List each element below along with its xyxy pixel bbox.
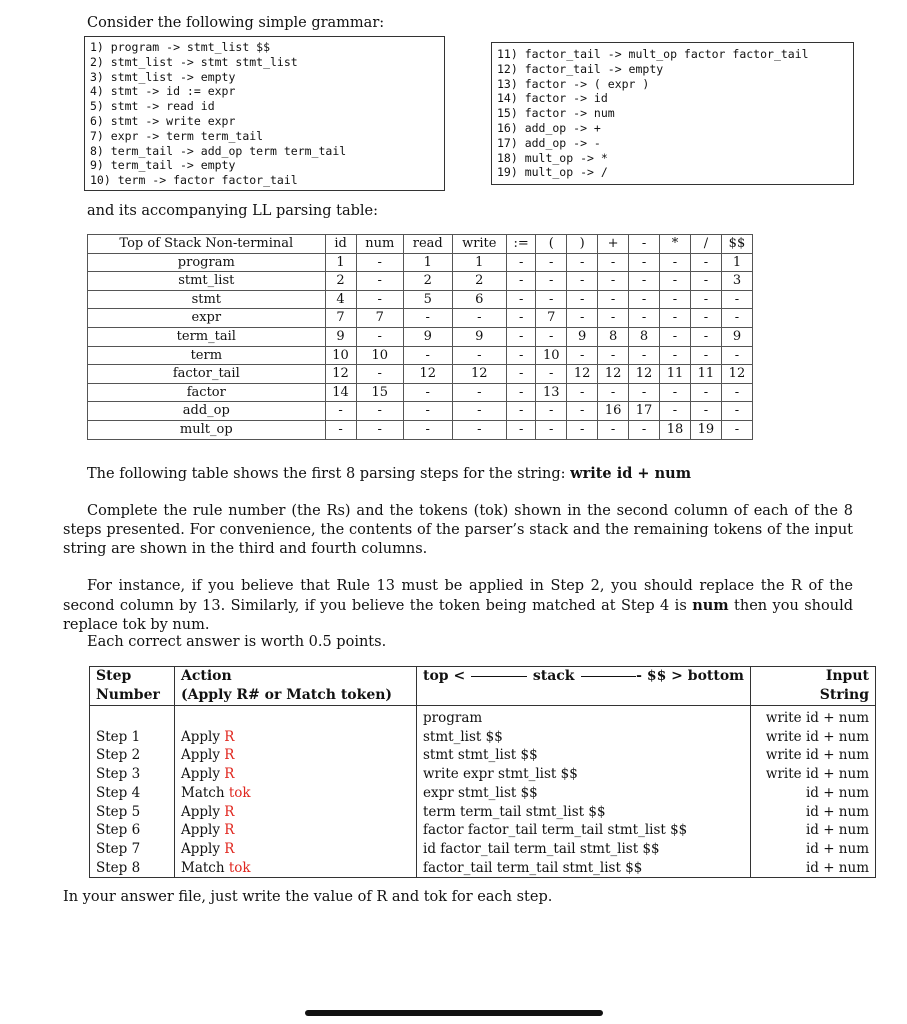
grammar-rule: 13) factor -> ( expr ) [497, 76, 650, 91]
stack-top-label: top < [423, 668, 466, 684]
grammar-box-right [491, 42, 854, 185]
ll-cell: - [567, 420, 598, 439]
instructions-paragraph: Complete the rule number (the Rs) and the tokens (tok) shown in the second column of each of the 8 steps presented. For convenience, the contents of the parser’s stack and the remaining tokens of the input string are shown in the third and fourth columns. [63, 503, 853, 557]
ll-cell: - [356, 327, 403, 346]
step-input: id + num [751, 840, 876, 859]
grammar-rule: 10) term -> factor factor_tail [90, 173, 298, 188]
ll-cell: - [721, 383, 752, 402]
step-action [175, 728, 417, 747]
ll-cell: 18 [660, 420, 691, 439]
ll-cell: - [507, 383, 536, 402]
ll-cell: - [690, 253, 721, 272]
ll-table-row [88, 290, 753, 309]
step-action [175, 803, 417, 822]
ll-cell: - [356, 365, 403, 384]
ll-cell: 12 [452, 365, 506, 384]
ll-cell: - [507, 365, 536, 384]
ll-cell: - [507, 402, 536, 421]
ll-cell: - [660, 383, 691, 402]
ll-cell: - [452, 420, 506, 439]
ll-cell: 7 [536, 309, 567, 328]
grammar-rule: 15) factor -> num [497, 106, 615, 121]
grammar-rule: 19) mult_op -> / [497, 165, 608, 180]
action-verb: Apply [181, 747, 220, 764]
ll-cell: 9 [325, 327, 356, 346]
ll-header-token: / [690, 235, 721, 254]
ll-cell: - [536, 402, 567, 421]
ll-cell: - [452, 402, 506, 421]
ll-cell: 2 [403, 272, 452, 291]
ll-cell: 11 [660, 365, 691, 384]
step-row [90, 746, 876, 765]
grammar-rule: 1) program -> stmt_list $$ [90, 40, 271, 54]
grammar-rule: 7) expr -> term term_tail [90, 128, 264, 143]
ll-cell: 12 [598, 365, 629, 384]
ll-cell: 13 [536, 383, 567, 402]
ll-cell: - [356, 402, 403, 421]
ll-cell: 10 [325, 346, 356, 365]
ll-cell: - [660, 272, 691, 291]
ll-cell: - [690, 402, 721, 421]
ll-cell: 10 [536, 346, 567, 365]
ll-cell: - [721, 420, 752, 439]
ll-cell: - [403, 383, 452, 402]
ll-cell: - [690, 346, 721, 365]
step-input: id + num [751, 803, 876, 822]
ll-nonterminal: stmt_list [88, 272, 326, 291]
grammar-rule: 17) add_op -> - [497, 135, 601, 150]
ll-nonterminal: factor_tail [88, 365, 326, 384]
example-text-c: then you should replace tok by num. [63, 598, 853, 633]
ll-cell: - [598, 290, 629, 309]
ll-cell: 1 [721, 253, 752, 272]
steps-table-header [90, 667, 876, 706]
example-token: num [692, 597, 729, 614]
steps-intro-text: The following table shows the first 8 parsing steps for the string: [87, 466, 571, 482]
grammar-rule: 5) stmt -> read id [90, 99, 215, 114]
ll-cell: - [507, 346, 536, 365]
ll-table-row [88, 402, 753, 421]
ll-cell: - [721, 346, 752, 365]
ll-cell: 3 [721, 272, 752, 291]
ll-cell: - [598, 272, 629, 291]
stack-arrow-line-left [471, 676, 527, 677]
step-action [175, 765, 417, 784]
ll-cell: - [536, 253, 567, 272]
ll-nonterminal: expr [88, 309, 326, 328]
step-input: id + num [751, 859, 876, 878]
ll-cell: 11 [690, 365, 721, 384]
action-verb: Apply [181, 822, 220, 839]
ll-cell: - [629, 383, 660, 402]
step-number: Step 3 [96, 766, 141, 783]
answer-placeholder[interactable]: R [224, 803, 235, 820]
ll-cell: 9 [403, 327, 452, 346]
ll-cell: - [567, 383, 598, 402]
ll-cell: - [690, 290, 721, 309]
answer-placeholder[interactable]: tok [228, 859, 251, 876]
step-action [175, 784, 417, 803]
step-action [175, 746, 417, 765]
initial-row [90, 706, 876, 728]
ll-cell: - [567, 272, 598, 291]
action-verb: Match [181, 784, 225, 801]
ll-header-token: read [403, 235, 452, 254]
ll-cell: 8 [598, 327, 629, 346]
grammar-rule: 9) term_tail -> empty [90, 158, 236, 173]
ll-cell: 16 [598, 402, 629, 421]
ll-header-token: $$ [721, 235, 752, 254]
ll-cell: - [690, 327, 721, 346]
ll-cell: 17 [629, 402, 660, 421]
ll-cell: - [536, 272, 567, 291]
ll-cell: - [629, 420, 660, 439]
ll-cell: 6 [452, 290, 506, 309]
step-stack: factor_tail term_tail stmt_list $$ [417, 859, 751, 878]
ll-cell: 12 [629, 365, 660, 384]
ll-nonterminal: mult_op [88, 420, 326, 439]
steps-intro [87, 464, 691, 484]
ll-cell: - [721, 290, 752, 309]
ll-cell: 19 [690, 420, 721, 439]
step-number: Step 6 [96, 822, 141, 839]
grammar-rule: 18) mult_op -> * [497, 150, 608, 165]
header-step-number: Step Number [90, 667, 175, 706]
ll-cell: 9 [567, 327, 598, 346]
ll-header-token: + [598, 235, 629, 254]
ll-cell: - [629, 253, 660, 272]
ll-table-row [88, 253, 753, 272]
answer-placeholder[interactable]: tok [228, 784, 251, 801]
step-stack: expr stmt_list $$ [417, 784, 751, 803]
ll-cell: - [452, 309, 506, 328]
answer-placeholder[interactable]: R [224, 728, 235, 745]
ll-cell: 12 [567, 365, 598, 384]
ll-nonterminal: term_tail [88, 327, 326, 346]
ll-cell: - [598, 420, 629, 439]
step-input: id + num [751, 821, 876, 840]
ll-cell: 1 [452, 253, 506, 272]
action-verb: Apply [181, 803, 220, 820]
step-stack: factor factor_tail term_tail stmt_list $$ [417, 821, 751, 840]
ll-cell: - [567, 253, 598, 272]
ll-cell: - [660, 290, 691, 309]
ll-cell: - [507, 327, 536, 346]
action-verb: Apply [181, 840, 220, 857]
step-row [90, 859, 876, 878]
ll-cell: - [507, 290, 536, 309]
ll-table-row [88, 327, 753, 346]
grammar-rule: 8) term_tail -> add_op term term_tail [90, 143, 347, 158]
grammar-rule: 14) factor -> id [497, 91, 608, 106]
ll-cell: - [567, 309, 598, 328]
ll-cell: 4 [325, 290, 356, 309]
grammar-rules-right [497, 47, 853, 180]
ll-cell: 12 [403, 365, 452, 384]
ll-cell: - [629, 272, 660, 291]
ll-table-row [88, 346, 753, 365]
initial-input: write id + num [751, 706, 876, 728]
step-row [90, 803, 876, 822]
ll-header-token: ) [567, 235, 598, 254]
ll-cell: 5 [403, 290, 452, 309]
ll-cell: 15 [356, 383, 403, 402]
ll-cell: 8 [629, 327, 660, 346]
stack-arrow-line-right [581, 676, 637, 677]
grammar-rule: 6) stmt -> write expr [90, 113, 236, 128]
ll-cell: - [690, 383, 721, 402]
ll-cell: - [660, 327, 691, 346]
ll-cell: - [721, 402, 752, 421]
ll-cell: - [356, 272, 403, 291]
ll-cell: - [403, 309, 452, 328]
step-stack: id factor_tail term_tail stmt_list $$ [417, 840, 751, 859]
step-stack: term term_tail stmt_list $$ [417, 803, 751, 822]
grammar-intro: Consider the following simple grammar: [87, 15, 385, 31]
ll-header-token: write [452, 235, 506, 254]
initial-stack: program [417, 706, 751, 728]
step-number: Step 4 [96, 784, 141, 801]
ll-cell: - [660, 346, 691, 365]
ll-cell: - [629, 290, 660, 309]
step-input: id + num [751, 784, 876, 803]
answer-placeholder[interactable]: R [224, 747, 235, 764]
ll-cell: 9 [721, 327, 752, 346]
grammar-box-left [84, 36, 445, 191]
ll-cell: - [690, 309, 721, 328]
ll-cell: 1 [403, 253, 452, 272]
ll-cell: 14 [325, 383, 356, 402]
ll-cell: - [567, 346, 598, 365]
ll-cell: - [629, 346, 660, 365]
example-paragraph [63, 577, 853, 635]
header-stack [417, 667, 751, 706]
ll-cell: - [403, 420, 452, 439]
step-number: Step 5 [96, 803, 141, 820]
ll-cell: 1 [325, 253, 356, 272]
ll-cell: - [598, 346, 629, 365]
ll-table-row [88, 420, 753, 439]
ll-cell: 2 [452, 272, 506, 291]
ll-cell: - [536, 327, 567, 346]
step-action [175, 821, 417, 840]
grammar-rule: 11) factor_tail -> mult_op factor factor_tail [497, 47, 809, 61]
grammar-rules-left [90, 40, 444, 188]
ll-table-row [88, 272, 753, 291]
ll-cell: - [598, 309, 629, 328]
answer-placeholder[interactable]: R [224, 822, 235, 839]
step-number: Step 7 [96, 840, 141, 857]
ll-header-token: num [356, 235, 403, 254]
parse-string: write id + num [570, 465, 692, 482]
footer-note: In your answer file, just write the value of R and tok for each step. [63, 889, 553, 905]
ll-header-token: - [629, 235, 660, 254]
ll-header-token: id [325, 235, 356, 254]
step-action [175, 859, 417, 878]
points-note: Each correct answer is worth 0.5 points. [87, 634, 387, 650]
ll-cell: - [721, 309, 752, 328]
ll-header-token: ( [536, 235, 567, 254]
ll-cell: - [536, 420, 567, 439]
ll-cell: - [598, 253, 629, 272]
ll-table-intro: and its accompanying LL parsing table: [87, 203, 378, 219]
ll-cell: - [403, 402, 452, 421]
ll-cell: - [452, 346, 506, 365]
ll-cell: - [507, 272, 536, 291]
step-stack: write expr stmt_list $$ [417, 765, 751, 784]
ll-cell: - [567, 402, 598, 421]
ll-cell: - [507, 309, 536, 328]
action-verb: Match [181, 859, 225, 876]
ll-cell: 12 [325, 365, 356, 384]
ll-cell: - [356, 290, 403, 309]
answer-placeholder[interactable]: R [224, 840, 235, 857]
home-indicator[interactable] [305, 1010, 603, 1016]
action-verb: Apply [181, 766, 220, 783]
parsing-steps-table [89, 666, 876, 878]
ll-cell: 9 [452, 327, 506, 346]
step-stack: stmt_list $$ [417, 728, 751, 747]
stack-label: stack [532, 668, 575, 684]
action-verb: Apply [181, 728, 220, 745]
answer-placeholder[interactable]: R [224, 766, 235, 783]
step-input: write id + num [751, 746, 876, 765]
ll-table-row [88, 365, 753, 384]
ll-nonterminal: factor [88, 383, 326, 402]
ll-cell: - [325, 420, 356, 439]
step-number: Step 8 [96, 859, 141, 876]
step-row [90, 765, 876, 784]
step-row [90, 840, 876, 859]
ll-header-token: := [507, 235, 536, 254]
ll-cell: 12 [721, 365, 752, 384]
step-input: write id + num [751, 765, 876, 784]
step-stack: stmt stmt_list $$ [417, 746, 751, 765]
step-action [175, 840, 417, 859]
ll-cell: 10 [356, 346, 403, 365]
grammar-rule: 4) stmt -> id := expr [90, 84, 236, 99]
grammar-rule: 12) factor_tail -> empty [497, 61, 664, 76]
ll-cell: - [660, 402, 691, 421]
ll-cell: - [507, 253, 536, 272]
ll-cell: 7 [325, 309, 356, 328]
ll-cell: - [690, 272, 721, 291]
ll-nonterminal: term [88, 346, 326, 365]
ll-cell: - [598, 383, 629, 402]
ll-cell: - [452, 383, 506, 402]
ll-header-token: * [660, 235, 691, 254]
step-input: write id + num [751, 728, 876, 747]
header-input-string: Input String [751, 667, 876, 706]
ll-cell: - [536, 365, 567, 384]
grammar-rule: 2) stmt_list -> stmt stmt_list [90, 54, 298, 69]
step-number: Step 2 [96, 747, 141, 764]
ll-cell: - [403, 346, 452, 365]
ll-cell: - [536, 290, 567, 309]
grammar-rule: 16) add_op -> + [497, 120, 601, 135]
step-number: Step 1 [96, 728, 141, 745]
ll-table-row [88, 309, 753, 328]
step-row [90, 821, 876, 840]
ll-cell: - [660, 309, 691, 328]
example-text-a: For instance, if you believe that Rule 13 must be applied in Step 2, you should replace the R of the second column by 13. Similarly, if you believe the token being matched at Step 4 is [63, 578, 853, 614]
ll-cell: - [325, 402, 356, 421]
ll-table-header [88, 235, 753, 254]
ll-cell: 2 [325, 272, 356, 291]
ll-cell: - [629, 309, 660, 328]
header-action: Action (Apply R# or Match token) [175, 667, 417, 706]
ll-cell: 7 [356, 309, 403, 328]
ll-nonterminal: add_op [88, 402, 326, 421]
ll-cell: - [356, 420, 403, 439]
ll-header-nonterminal: Top of Stack Non-terminal [88, 235, 326, 254]
step-row [90, 784, 876, 803]
ll-nonterminal: stmt [88, 290, 326, 309]
stack-bottom-label: - $$ > bottom [636, 668, 744, 684]
ll-table-row [88, 383, 753, 402]
ll-nonterminal: program [88, 253, 326, 272]
ll-cell: - [660, 253, 691, 272]
ll-cell: - [507, 420, 536, 439]
grammar-rule: 3) stmt_list -> empty [90, 69, 236, 84]
step-row [90, 728, 876, 747]
ll-cell: - [567, 290, 598, 309]
ll-parsing-table [87, 234, 753, 440]
ll-cell: - [356, 253, 403, 272]
